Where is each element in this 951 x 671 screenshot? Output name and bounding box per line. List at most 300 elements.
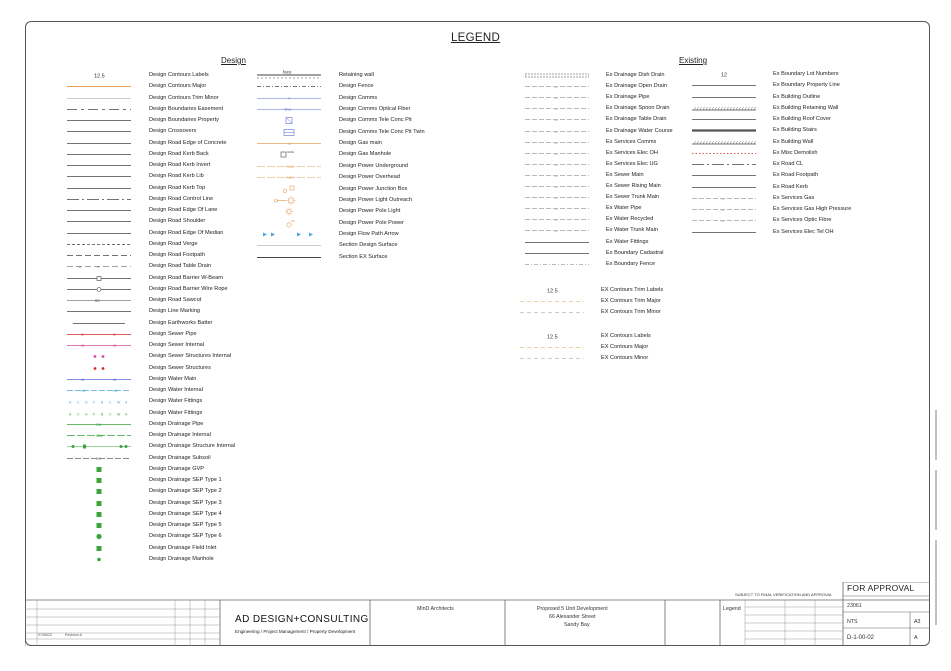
legend-row bbox=[67, 261, 287, 272]
client-name: MinD Architects bbox=[417, 606, 454, 612]
legend-row bbox=[67, 385, 287, 396]
legend-label: Design Road Kerb Invert bbox=[149, 162, 211, 168]
legend-label: Design Road Barrier W-Beam bbox=[149, 274, 223, 281]
legend-row bbox=[67, 453, 287, 464]
legend-label: Design Comms Tele Conc Pit Twin bbox=[339, 128, 425, 135]
svg-text:PP: PP bbox=[291, 218, 296, 223]
legend-row bbox=[692, 103, 912, 114]
legend-row bbox=[257, 240, 477, 251]
svg-text:TFO: TFO bbox=[284, 108, 291, 113]
legend-symbol bbox=[692, 69, 756, 80]
legend-symbol bbox=[67, 138, 131, 149]
svg-text:—: — bbox=[554, 96, 558, 101]
legend-row bbox=[67, 183, 287, 194]
legend-symbol bbox=[67, 171, 131, 182]
legend-label: Design Water Internal bbox=[149, 387, 203, 393]
legend-symbol bbox=[520, 342, 584, 353]
svg-text:A: A bbox=[69, 400, 72, 405]
svg-text:GMH: GMH bbox=[287, 150, 294, 155]
legend-label: Ex Water Pipe bbox=[606, 205, 642, 212]
svg-text:W: W bbox=[81, 377, 85, 382]
svg-text:ISW: ISW bbox=[96, 434, 103, 438]
legend-symbol bbox=[692, 182, 756, 193]
legend-symbol bbox=[257, 81, 321, 92]
legend-symbol bbox=[67, 205, 131, 216]
svg-text:S: S bbox=[81, 332, 84, 337]
svg-text:—: — bbox=[554, 140, 558, 145]
legend-row bbox=[692, 92, 912, 103]
legend-row bbox=[525, 237, 745, 248]
legend-label: Design Gas main bbox=[339, 140, 382, 147]
legend-label: Design Water Fittings bbox=[149, 409, 203, 416]
legend-symbol bbox=[525, 148, 589, 159]
legend-row bbox=[67, 284, 287, 295]
legend-label: Design Water Main bbox=[149, 375, 197, 382]
legend-label: Design Power Pole Power bbox=[339, 219, 404, 226]
legend-label: Design Drainage SEP Type 4 bbox=[149, 510, 222, 517]
legend-symbol bbox=[67, 543, 131, 554]
legend-label: Design Line Marking bbox=[149, 308, 200, 315]
project-line-3: Sandy Bay bbox=[564, 622, 590, 628]
legend-row bbox=[692, 114, 912, 125]
legend-label: EX Contours Trim Labels bbox=[601, 287, 664, 293]
legend-row bbox=[692, 80, 912, 91]
legend-symbol bbox=[692, 193, 756, 204]
legend-label: Design Comms Tele Conc Pit bbox=[339, 117, 412, 124]
svg-text:B: B bbox=[101, 400, 104, 405]
legend-symbol bbox=[257, 161, 321, 172]
legend-symbol bbox=[67, 183, 131, 194]
legend-symbol bbox=[520, 307, 584, 318]
legend-symbol bbox=[525, 137, 589, 148]
legend-symbol bbox=[692, 204, 756, 215]
legend-row bbox=[520, 353, 740, 364]
legend-label: Ex Building Stairs bbox=[773, 127, 817, 134]
svg-text:>: > bbox=[79, 264, 82, 270]
legend-label: Ex Water Fittings bbox=[606, 238, 649, 245]
legend-row bbox=[692, 215, 912, 226]
legend-symbol bbox=[67, 520, 131, 531]
legend-row bbox=[67, 93, 287, 104]
legend-row bbox=[692, 182, 912, 193]
legend-label: Ex Drainage Dish Drain bbox=[606, 72, 665, 78]
legend-row bbox=[692, 193, 912, 204]
legend-symbol bbox=[67, 194, 131, 205]
legend-label: Design Drainage GVP bbox=[149, 465, 205, 472]
legend-row bbox=[67, 273, 287, 284]
legend-symbol bbox=[67, 408, 131, 419]
legend-row bbox=[67, 138, 287, 149]
svg-text:IS: IS bbox=[81, 344, 85, 348]
legend-label: Ex Services Gas High Pressure bbox=[773, 206, 852, 212]
svg-text:—: — bbox=[721, 196, 725, 201]
svg-text:SC: SC bbox=[95, 299, 100, 303]
legend-label: Design Drainage Internal bbox=[149, 432, 211, 438]
legend-symbol bbox=[257, 240, 321, 251]
legend-symbol bbox=[525, 181, 589, 192]
legend-label: EX Contours Major bbox=[601, 344, 649, 351]
legend-row bbox=[67, 104, 287, 115]
legend-row bbox=[520, 285, 740, 296]
legend-row bbox=[67, 441, 287, 452]
legend-symbol bbox=[520, 331, 584, 342]
svg-text:12.5: 12.5 bbox=[547, 334, 558, 341]
project-line-1: Proposed 5 Unit Development bbox=[537, 606, 608, 612]
legend-label: Design Road Sawcut bbox=[149, 297, 202, 303]
legend-symbol bbox=[67, 250, 131, 261]
legend-symbol bbox=[67, 228, 131, 239]
legend-symbol bbox=[525, 214, 589, 225]
legend-label: Ex Services Gas bbox=[773, 194, 815, 201]
legend-row bbox=[520, 331, 740, 342]
legend-symbol bbox=[67, 396, 131, 407]
svg-text:W: W bbox=[117, 412, 121, 416]
legend-symbol bbox=[67, 93, 131, 104]
svg-text:C: C bbox=[77, 400, 80, 405]
legend-symbol bbox=[525, 70, 589, 81]
legend-symbol bbox=[67, 104, 131, 115]
status-stamp: FOR APPROVAL bbox=[847, 583, 915, 593]
legend-symbol bbox=[67, 486, 131, 497]
legend-label: Design Power Light Outreach bbox=[339, 196, 413, 203]
legend-symbol bbox=[525, 225, 589, 236]
legend-label: Design Sewer Structures bbox=[149, 364, 211, 371]
svg-text:—: — bbox=[554, 185, 558, 189]
legend-label: Ex Road Kerb bbox=[773, 183, 808, 190]
legend-title bbox=[0, 32, 951, 44]
legend-label: Design Earthworks Batter bbox=[149, 319, 213, 326]
revision-date: 07/08/23 bbox=[38, 633, 52, 637]
legend-row bbox=[67, 554, 287, 565]
legend-symbol bbox=[67, 509, 131, 520]
legend-label: Design Drainage Field Inlet bbox=[149, 544, 217, 551]
drawing-number: D-1-00-02 bbox=[847, 635, 875, 641]
legend-row bbox=[67, 531, 287, 542]
svg-text:IW: IW bbox=[81, 389, 86, 393]
legend-row bbox=[67, 374, 287, 385]
svg-text:—: — bbox=[554, 196, 558, 201]
legend-row bbox=[257, 127, 477, 138]
legend-label: Design Road Kerb Back bbox=[149, 150, 209, 157]
svg-text:—: — bbox=[554, 151, 558, 156]
legend-row bbox=[257, 229, 477, 240]
legend-row bbox=[67, 329, 287, 340]
legend-symbol bbox=[67, 216, 131, 227]
legend-label: Design Comms Optical Fiber bbox=[339, 106, 411, 113]
legend-row bbox=[257, 195, 477, 206]
legend-row bbox=[67, 171, 287, 182]
legend-symbol bbox=[525, 248, 589, 259]
legend-row bbox=[257, 93, 477, 104]
legend-label: Design Gas Manhole bbox=[339, 151, 392, 158]
svg-text:POH: POH bbox=[286, 176, 294, 181]
revision-letter: A bbox=[914, 635, 918, 641]
legend-label: Design Drainage Pipe bbox=[149, 420, 204, 427]
legend-label: Retaining wall bbox=[339, 72, 374, 78]
legend-symbol bbox=[692, 227, 756, 238]
legend-label: Ex Building Outline bbox=[773, 93, 821, 100]
legend-label: Ex Drainage Open Drain bbox=[606, 83, 667, 90]
legend-symbol bbox=[692, 170, 756, 181]
legend-label: Ex Services Optic Fibre bbox=[773, 217, 832, 224]
svg-text:G: G bbox=[288, 142, 291, 147]
legend-symbol bbox=[257, 195, 321, 206]
legend-symbol bbox=[520, 353, 584, 364]
legend-label: Ex Sewer Rising Main bbox=[606, 183, 661, 189]
legend-row bbox=[67, 306, 287, 317]
job-number: 23061 bbox=[847, 603, 862, 609]
legend-symbol bbox=[525, 192, 589, 203]
legend-label: Ex Drainage Pipe bbox=[606, 94, 650, 101]
legend-label: Ex Sewer Main bbox=[606, 171, 644, 178]
legend-row bbox=[67, 239, 287, 250]
legend-label: Design Drainage Structure Internal bbox=[149, 443, 236, 450]
legend-symbol bbox=[692, 148, 756, 159]
legend-label: Ex Drainage Water Course bbox=[606, 127, 673, 134]
legend-symbol bbox=[692, 114, 756, 125]
legend-symbol bbox=[525, 170, 589, 181]
legend-symbol bbox=[67, 385, 131, 396]
legend-label: Ex Services Elec UG bbox=[606, 160, 658, 167]
legend-symbol bbox=[520, 285, 584, 296]
legend-row bbox=[525, 248, 745, 259]
legend-row bbox=[67, 475, 287, 486]
legend-label: Design Drainage SEP Type 1 bbox=[149, 477, 222, 483]
legend-symbol bbox=[67, 363, 131, 374]
legend-row bbox=[67, 194, 287, 205]
svg-text:12.5: 12.5 bbox=[547, 288, 558, 295]
legend-symbol bbox=[67, 441, 131, 452]
legend-row bbox=[67, 408, 287, 419]
legend-label: Design Boundaries Easement bbox=[149, 105, 224, 112]
legend-row bbox=[525, 259, 745, 270]
legend-row bbox=[257, 149, 477, 160]
svg-text:>: > bbox=[97, 264, 100, 270]
legend-label: Design Road Control Line bbox=[149, 195, 214, 202]
legend-label: Design Boundaries Property bbox=[149, 117, 219, 123]
legend-row bbox=[67, 363, 287, 374]
legend-row bbox=[67, 216, 287, 227]
legend-label: Design Drainage Subsoil bbox=[149, 454, 211, 461]
svg-text:H: H bbox=[85, 412, 88, 416]
legend-symbol bbox=[67, 70, 131, 81]
legend-row bbox=[257, 206, 477, 217]
legend-symbol bbox=[257, 252, 321, 263]
company-name: AD DESIGN+CONSULTING bbox=[235, 614, 369, 625]
legend-row bbox=[692, 125, 912, 136]
legend-label: Design Drainage Manhole bbox=[149, 555, 214, 562]
legend-label: Design Contours Major bbox=[149, 83, 207, 90]
legend-row bbox=[67, 464, 287, 475]
legend-symbol bbox=[692, 80, 756, 91]
legend-label: EX Contours Trim Minor bbox=[601, 309, 661, 316]
legend-label: Ex Boundary Cadastral bbox=[606, 249, 664, 256]
legend-row bbox=[520, 296, 740, 307]
legend-label: Ex Road CL bbox=[773, 161, 804, 167]
svg-text:—: — bbox=[721, 219, 725, 224]
svg-text:C: C bbox=[77, 412, 80, 416]
svg-text:T: T bbox=[288, 96, 291, 101]
svg-text:C: C bbox=[109, 400, 112, 405]
svg-text:B: B bbox=[101, 412, 104, 416]
legend-symbol bbox=[67, 340, 131, 351]
legend-symbol bbox=[692, 103, 756, 114]
project-line-2: 66 Alexander Street bbox=[549, 614, 596, 620]
svg-text:A: A bbox=[125, 412, 128, 416]
svg-text:W: W bbox=[113, 377, 117, 382]
legend-label: Design Road Edge of Concrete bbox=[149, 139, 227, 146]
svg-text:SS: SS bbox=[96, 456, 101, 461]
svg-text:H: H bbox=[85, 400, 88, 405]
legend-label: Ex Misc Demolish bbox=[773, 149, 818, 156]
legend-symbol bbox=[257, 138, 321, 149]
legend-row bbox=[692, 227, 912, 238]
legend-label: Design Road Footpath bbox=[149, 252, 205, 258]
legend-row bbox=[520, 307, 740, 318]
legend-symbol bbox=[692, 92, 756, 103]
legend-row bbox=[257, 252, 477, 263]
legend-symbol bbox=[67, 498, 131, 509]
legend-title-text: LEGEND bbox=[450, 32, 501, 44]
legend-row bbox=[67, 340, 287, 351]
legend-symbol bbox=[525, 114, 589, 125]
legend-row bbox=[67, 498, 287, 509]
legend-label: Ex Boundary Lot Numbers bbox=[773, 71, 839, 77]
legend-label: Ex Services Elec Tel OH bbox=[773, 228, 834, 235]
existing-heading: Existing bbox=[679, 56, 708, 65]
svg-text:—: — bbox=[554, 173, 558, 178]
legend-label: Design Power Underground bbox=[339, 162, 409, 169]
legend-row bbox=[67, 486, 287, 497]
legend-row bbox=[692, 137, 912, 148]
legend-row bbox=[692, 159, 912, 170]
legend-symbol bbox=[67, 531, 131, 542]
legend-label: Ex Boundary Fence bbox=[606, 260, 656, 267]
legend-row bbox=[67, 419, 287, 430]
legend-label: Design Drainage SEP Type 3 bbox=[149, 499, 222, 506]
legend-symbol bbox=[67, 475, 131, 486]
legend-label: Design Power Pole Light bbox=[339, 208, 401, 215]
legend-symbol bbox=[257, 104, 321, 115]
revision-description: Revision A bbox=[65, 633, 82, 637]
svg-text:F: F bbox=[93, 412, 96, 416]
svg-text:W: W bbox=[117, 400, 121, 405]
legend-label: Design Road Edge Of Lane bbox=[149, 207, 218, 213]
legend-symbol bbox=[525, 126, 589, 137]
legend-symbol bbox=[257, 184, 321, 195]
legend-label: Design Contours Trim Minor bbox=[149, 94, 219, 101]
legend-symbol bbox=[525, 103, 589, 114]
legend-label: EX Contours Minor bbox=[601, 355, 649, 362]
legend-label: Section EX Surface bbox=[339, 253, 388, 260]
legend-symbol bbox=[257, 149, 321, 160]
legend-label: Design Power Overhead bbox=[339, 174, 400, 181]
legend-symbol bbox=[67, 374, 131, 385]
legend-label: Design Power Junction Box bbox=[339, 185, 408, 192]
legend-symbol bbox=[67, 453, 131, 464]
legend-symbol bbox=[67, 239, 131, 250]
legend-label: Design Drainage SEP Type 6 bbox=[149, 533, 222, 540]
legend-label: Ex Water Recycled bbox=[606, 216, 654, 223]
legend-symbol bbox=[67, 284, 131, 295]
svg-text:—: — bbox=[721, 208, 725, 212]
legend-label: Ex Sewer Trunk Main bbox=[606, 194, 660, 201]
legend-row bbox=[67, 228, 287, 239]
legend-row bbox=[67, 149, 287, 160]
legend-label: Design Drainage SEP Type 2 bbox=[149, 488, 222, 495]
legend-symbol bbox=[67, 329, 131, 340]
svg-text:IS: IS bbox=[113, 344, 117, 348]
legend-row bbox=[257, 70, 477, 81]
legend-label: Design Road Shoulder bbox=[149, 218, 206, 225]
legend-label: Design Crossovers bbox=[149, 128, 197, 135]
legend-symbol bbox=[257, 127, 321, 138]
legend-label: Ex Boundary Property Line bbox=[773, 82, 840, 89]
legend-row bbox=[257, 184, 477, 195]
legend-label: EX Contours Labels bbox=[601, 333, 651, 339]
legend-row bbox=[67, 543, 287, 554]
legend-row bbox=[692, 148, 912, 159]
legend-label: Design Road Kerb Top bbox=[149, 184, 206, 191]
company-tagline: Engineering / Project Management / Property Development bbox=[235, 629, 356, 634]
legend-label: Design Road Barrier Wire Rope bbox=[149, 285, 228, 292]
legend-label: Ex Drainage Spoon Drain bbox=[606, 105, 670, 112]
legend-symbol bbox=[257, 229, 321, 240]
legend-row bbox=[257, 172, 477, 183]
legend-symbol bbox=[692, 137, 756, 148]
legend-row bbox=[257, 81, 477, 92]
legend-row bbox=[257, 161, 477, 172]
legend-label: Design Road Table Drain bbox=[149, 263, 212, 270]
legend-symbol bbox=[67, 160, 131, 171]
legend-symbol bbox=[257, 93, 321, 104]
svg-text:A: A bbox=[125, 400, 128, 405]
svg-text:—: — bbox=[554, 107, 558, 112]
svg-text:—: — bbox=[554, 218, 558, 223]
legend-symbol bbox=[692, 159, 756, 170]
legend-symbol bbox=[67, 295, 131, 306]
legend-symbol bbox=[67, 261, 131, 272]
svg-text:C: C bbox=[109, 412, 112, 416]
legend-symbol bbox=[525, 259, 589, 270]
legend-symbol bbox=[525, 81, 589, 92]
svg-text:A: A bbox=[69, 412, 72, 416]
legend-label: Ex Road Footpath bbox=[773, 172, 819, 179]
legend-row bbox=[67, 295, 287, 306]
legend-row bbox=[692, 204, 912, 215]
legend-label: Design Sewer Pipe bbox=[149, 330, 197, 337]
legend-row bbox=[67, 509, 287, 520]
legend-row bbox=[520, 342, 740, 353]
legend-row bbox=[257, 138, 477, 149]
legend-symbol bbox=[692, 125, 756, 136]
legend-row bbox=[67, 115, 287, 126]
legend-label: Design Road Kerb Lib bbox=[149, 173, 204, 180]
svg-text:face: face bbox=[283, 70, 292, 75]
svg-text:—: — bbox=[554, 207, 558, 212]
legend-label: Design Sewer Structures Internal bbox=[149, 353, 232, 360]
design-heading: Design bbox=[221, 56, 246, 65]
svg-text:PUG: PUG bbox=[286, 164, 294, 169]
legend-row bbox=[67, 250, 287, 261]
legend-symbol bbox=[257, 218, 321, 229]
legend-row bbox=[257, 115, 477, 126]
legend-symbol bbox=[257, 206, 321, 217]
legend-label: Ex Services Comms bbox=[606, 138, 657, 145]
legend-row bbox=[257, 218, 477, 229]
legend-symbol bbox=[67, 464, 131, 475]
svg-text:F: F bbox=[93, 400, 96, 405]
